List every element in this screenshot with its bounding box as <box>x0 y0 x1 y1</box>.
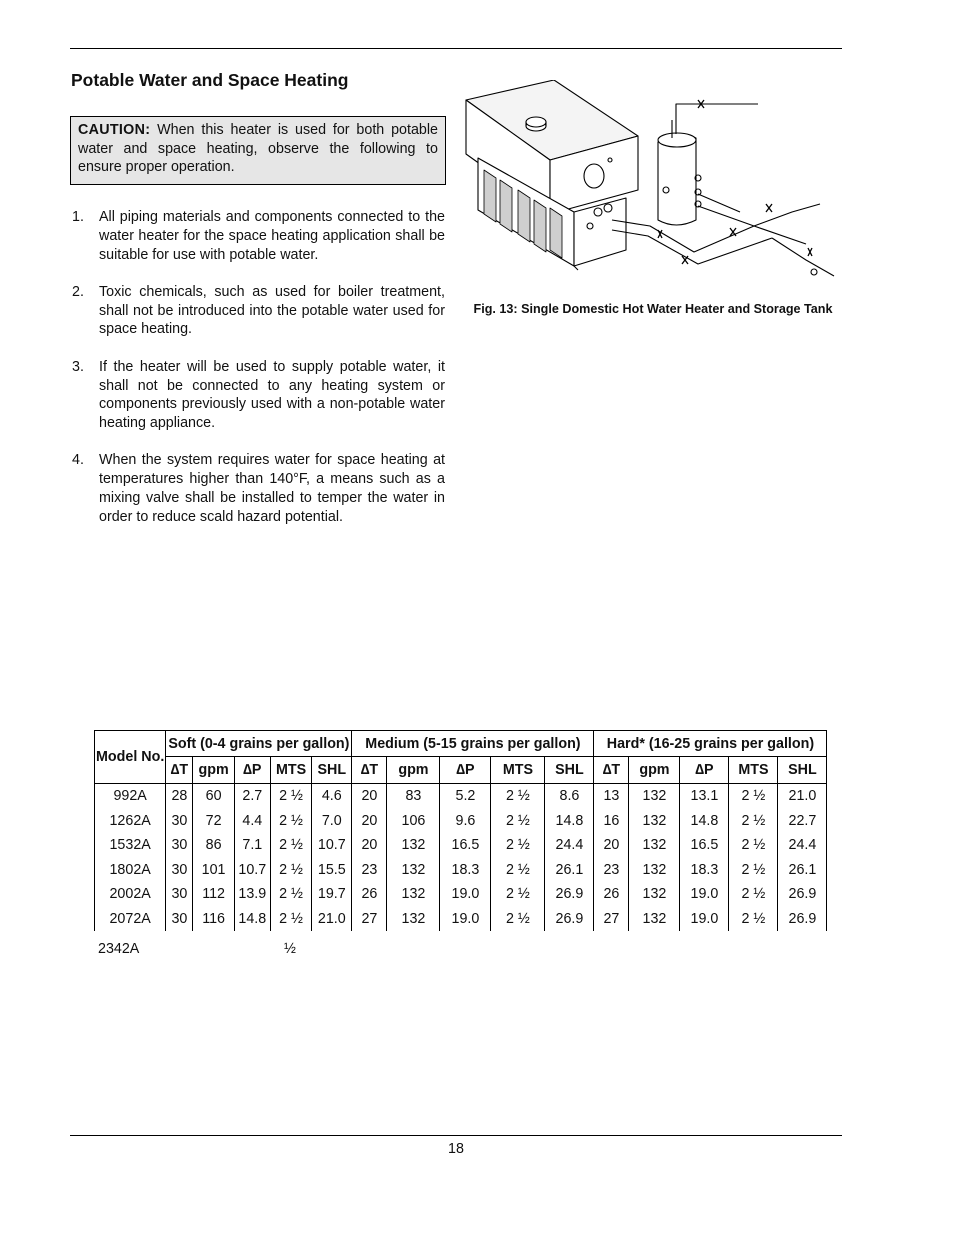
table-cell: 132 <box>629 809 680 834</box>
table-cell: 30 <box>166 907 193 932</box>
list-item-text: When the system requires water for space heating at temperatures higher than 140°F, a means such as a mixing valve shall be installed to temper the water in order to reduce scald hazard potential. <box>99 452 445 525</box>
table-cell: 16.5 <box>680 833 729 858</box>
water-hardness-table <box>94 730 827 931</box>
model-cell: 992A <box>95 784 166 809</box>
table-row <box>95 858 827 883</box>
table-body <box>95 784 827 932</box>
table-cell: 18.3 <box>440 858 491 883</box>
table-row <box>95 833 827 858</box>
table-cell: 15.5 <box>312 858 352 883</box>
model-header: Model No. <box>95 731 166 784</box>
table-cell: 27 <box>352 907 387 932</box>
table-row <box>95 809 827 834</box>
table-cell: 21.0 <box>778 784 827 809</box>
table-cell: 13 <box>594 784 629 809</box>
table-cell: 112 <box>193 882 234 907</box>
table-cell: 8.6 <box>545 784 594 809</box>
group-header-soft: Soft (0-4 grains per gallon) <box>166 731 352 757</box>
partial-row-model: 2342A <box>98 941 140 957</box>
table-cell: 2 ½ <box>491 784 545 809</box>
table-cell: 19.0 <box>440 882 491 907</box>
table-row <box>95 882 827 907</box>
table-cell: 26.9 <box>545 882 594 907</box>
model-cell: 2002A <box>95 882 166 907</box>
table-cell: 26.9 <box>778 882 827 907</box>
table-cell: 14.8 <box>545 809 594 834</box>
table-cell: 14.8 <box>234 907 270 932</box>
table-cell: 4.6 <box>312 784 352 809</box>
instruction-list <box>72 208 445 545</box>
table-cell: 10.7 <box>234 858 270 883</box>
model-cell: 1532A <box>95 833 166 858</box>
table-cell: 2 ½ <box>729 858 778 883</box>
table-cell: 21.0 <box>312 907 352 932</box>
table-cell: 2 ½ <box>729 784 778 809</box>
table-cell: 2 ½ <box>491 858 545 883</box>
heater-piping-diagram <box>462 80 844 295</box>
table-cell: 20 <box>594 833 629 858</box>
table-cell: 2 ½ <box>729 907 778 932</box>
list-item <box>72 283 445 339</box>
table-cell: 132 <box>629 833 680 858</box>
model-cell: 1802A <box>95 858 166 883</box>
table-cell: 13.9 <box>234 882 270 907</box>
col-header-gpm: gpm <box>387 757 440 784</box>
table-cell: 2 ½ <box>729 833 778 858</box>
table-cell: 2 ½ <box>270 858 311 883</box>
table-cell: 22.7 <box>778 809 827 834</box>
table-cell: 19.0 <box>680 882 729 907</box>
col-header-mts: MTS <box>729 757 778 784</box>
caution-label: CAUTION: <box>78 122 151 138</box>
caution-text: When this heater is used for both potable water and space heating, observe the following to ensure proper operation. <box>78 122 438 175</box>
table-cell: 23 <box>352 858 387 883</box>
table-cell: 2 ½ <box>729 882 778 907</box>
table-cell: 18.3 <box>680 858 729 883</box>
table-cell: 2 ½ <box>270 809 311 834</box>
table-cell: 28 <box>166 784 193 809</box>
footer-rule <box>70 1135 842 1136</box>
table-cell: 26.1 <box>545 858 594 883</box>
table-cell: 132 <box>387 882 440 907</box>
table-cell: 7.1 <box>234 833 270 858</box>
table-cell: 2 ½ <box>491 882 545 907</box>
col-header-gpm: gpm <box>193 757 234 784</box>
table-cell: 10.7 <box>312 833 352 858</box>
list-item-number: 2. <box>72 283 84 300</box>
table-cell: 20 <box>352 833 387 858</box>
table-row <box>95 784 827 809</box>
section-title: Potable Water and Space Heating <box>71 70 349 90</box>
col-header-delta-t: ∆T <box>594 757 629 784</box>
table-cell: 2 ½ <box>491 809 545 834</box>
table-cell: 132 <box>387 858 440 883</box>
list-item <box>72 451 445 526</box>
table-cell: 83 <box>387 784 440 809</box>
col-header-delta-p: ∆P <box>234 757 270 784</box>
col-header-shl: SHL <box>545 757 594 784</box>
table-cell: 2 ½ <box>491 833 545 858</box>
partial-row-value: ½ <box>284 941 296 957</box>
table-cell: 19.7 <box>312 882 352 907</box>
table-cell: 132 <box>629 784 680 809</box>
table-cell: 20 <box>352 809 387 834</box>
table-cell: 16 <box>594 809 629 834</box>
table-cell: 60 <box>193 784 234 809</box>
table-cell: 2 ½ <box>491 907 545 932</box>
col-header-shl: SHL <box>312 757 352 784</box>
list-item-text: Toxic chemicals, such as used for boiler treatment, shall not be introduced into the potable water used for space heating. <box>99 283 445 338</box>
list-item-text: All piping materials and components connected to the water heater for the space heating application shall be suitable for use with potable water. <box>99 209 445 263</box>
table-cell: 27 <box>594 907 629 932</box>
table-cell: 132 <box>629 882 680 907</box>
table-cell: 9.6 <box>440 809 491 834</box>
table-cell: 13.1 <box>680 784 729 809</box>
table-cell: 101 <box>193 858 234 883</box>
caution-box <box>70 116 446 185</box>
table-cell: 2 ½ <box>270 833 311 858</box>
table-cell: 2 ½ <box>729 809 778 834</box>
table-cell: 2 ½ <box>270 907 311 932</box>
table-cell: 30 <box>166 809 193 834</box>
table-cell: 72 <box>193 809 234 834</box>
table-cell: 24.4 <box>545 833 594 858</box>
col-header-mts: MTS <box>491 757 545 784</box>
header-rule <box>70 48 842 49</box>
table-cell: 26 <box>594 882 629 907</box>
table-cell: 20 <box>352 784 387 809</box>
list-item <box>72 358 445 433</box>
col-header-delta-p: ∆P <box>680 757 729 784</box>
table-cell: 16.5 <box>440 833 491 858</box>
table-cell: 132 <box>387 833 440 858</box>
table-cell: 24.4 <box>778 833 827 858</box>
list-item-number: 4. <box>72 452 84 469</box>
table-cell: 2 ½ <box>270 882 311 907</box>
table-cell: 132 <box>629 858 680 883</box>
list-item-number: 3. <box>72 358 84 375</box>
table-cell: 116 <box>193 907 234 932</box>
table-cell: 26.9 <box>545 907 594 932</box>
page-number: 18 <box>448 1141 464 1157</box>
table-cell: 7.0 <box>312 809 352 834</box>
figure-caption: Fig. 13: Single Domestic Hot Water Heater and Storage Tank <box>473 302 833 316</box>
group-header-medium: Medium (5-15 grains per gallon) <box>352 731 594 757</box>
table-cell: 19.0 <box>680 907 729 932</box>
col-header-mts: MTS <box>270 757 311 784</box>
table-cell: 26 <box>352 882 387 907</box>
table-cell: 30 <box>166 858 193 883</box>
table-cell: 14.8 <box>680 809 729 834</box>
list-item-text: If the heater will be used to supply potable water, it shall not be connected to any heating system or components previously used with a non-potable water heating appliance. <box>99 358 445 432</box>
table-cell: 2.7 <box>234 784 270 809</box>
table-cell: 30 <box>166 882 193 907</box>
col-header-shl: SHL <box>778 757 827 784</box>
table-cell: 86 <box>193 833 234 858</box>
col-header-delta-t: ∆T <box>166 757 193 784</box>
table-cell: 5.2 <box>440 784 491 809</box>
col-header-gpm: gpm <box>629 757 680 784</box>
col-header-delta-p: ∆P <box>440 757 491 784</box>
list-item-number: 1. <box>72 209 84 225</box>
col-header-delta-t: ∆T <box>352 757 387 784</box>
table-row <box>95 907 827 932</box>
table-cell: 132 <box>629 907 680 932</box>
table-cell: 106 <box>387 809 440 834</box>
table-cell: 19.0 <box>440 907 491 932</box>
list-item <box>72 208 445 264</box>
table-cell: 26.9 <box>778 907 827 932</box>
model-cell: 1262A <box>95 809 166 834</box>
table-cell: 132 <box>387 907 440 932</box>
table-cell: 4.4 <box>234 809 270 834</box>
group-header-hard: Hard* (16-25 grains per gallon) <box>594 731 827 757</box>
table-cell: 26.1 <box>778 858 827 883</box>
table-cell: 30 <box>166 833 193 858</box>
table-cell: 2 ½ <box>270 784 311 809</box>
table-cell: 23 <box>594 858 629 883</box>
model-cell: 2072A <box>95 907 166 932</box>
